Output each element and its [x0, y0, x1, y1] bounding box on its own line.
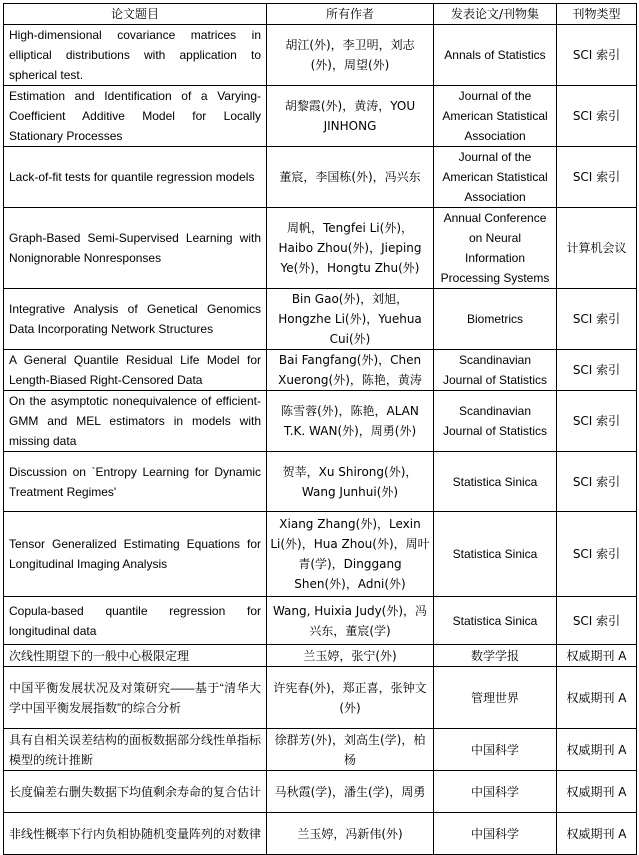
paper-title: 非线性概率下行内负相协随机变量阵列的对数律 — [4, 813, 267, 855]
paper-journal: Annual Conference on Neural Information Processing Systems — [434, 208, 557, 289]
paper-journal: Biometrics — [434, 289, 557, 350]
paper-journal: 数学学报 — [434, 645, 557, 667]
paper-title: Integrative Analysis of Genetical Genomics Data Incorporating Network Structures — [4, 289, 267, 350]
paper-authors: 胡黎霞(外)，黄涛，YOU JINHONG — [267, 86, 434, 147]
paper-type: 权威期刊 A — [557, 645, 637, 667]
header-journal: 发表论文/刊物集 — [434, 4, 557, 25]
paper-journal: Statistica Sinica — [434, 512, 557, 597]
header-title: 论文题目 — [4, 4, 267, 25]
paper-journal: Annals of Statistics — [434, 25, 557, 86]
paper-title: 具有自相关误差结构的面板数据部分线性单指标模型的统计推断 — [4, 729, 267, 771]
paper-journal: Journal of the American Statistical Association — [434, 86, 557, 147]
paper-title: 长度偏差右删失数据下均值剩余寿命的复合估计 — [4, 771, 267, 813]
paper-journal: 中国科学 — [434, 729, 557, 771]
table-row — [4, 25, 637, 86]
table-row — [4, 813, 637, 855]
table-row — [4, 645, 637, 667]
paper-title: On the asymptotic nonequivalence of efficient-GMM and MEL estimators in models with missing data — [4, 391, 267, 452]
paper-type: SCI 索引 — [557, 350, 637, 391]
paper-title: Tensor Generalized Estimating Equations for Longitudinal Imaging Analysis — [4, 512, 267, 597]
paper-authors: 徐群芳(外)，刘高生(学)，柏杨 — [267, 729, 434, 771]
paper-title: High-dimensional covariance matrices in elliptical distributions with application to spherical test. — [4, 25, 267, 86]
paper-title: Estimation and Identification of a Varying-Coefficient Additive Model for Locally Stationary Processes — [4, 86, 267, 147]
paper-type: 权威期刊 A — [557, 667, 637, 729]
table-row — [4, 771, 637, 813]
paper-authors: 贺莘，Xu Shirong(外)，Wang Junhui(外) — [267, 452, 434, 512]
paper-authors: 陈雪蓉(外)，陈艳，ALAN T.K. WAN(外)，周勇(外) — [267, 391, 434, 452]
paper-authors: 周帆，Tengfei Li(外)，Haibo Zhou(外)，Jieping Ye(外)，Hongtu Zhu(外) — [267, 208, 434, 289]
paper-title: 次线性期望下的一般中心极限定理 — [4, 645, 267, 667]
paper-title: A General Quantile Residual Life Model for Length-Biased Right-Censored Data — [4, 350, 267, 391]
paper-authors: 董宸，李国栋(外)，冯兴东 — [267, 147, 434, 208]
table-row — [4, 512, 637, 597]
paper-authors: Wang, Huixia Judy(外)，冯兴东，董宸(学) — [267, 597, 434, 645]
paper-type: SCI 索引 — [557, 452, 637, 512]
paper-journal: 中国科学 — [434, 771, 557, 813]
paper-journal: Scandinavian Journal of Statistics — [434, 391, 557, 452]
paper-journal: Statistica Sinica — [434, 597, 557, 645]
table-row — [4, 729, 637, 771]
paper-type: SCI 索引 — [557, 25, 637, 86]
paper-authors: Xiang Zhang(外)，Lexin Li(外)，Hua Zhou(外)，周叶青(学)，Dinggang Shen(外)，Adni(外) — [267, 512, 434, 597]
paper-type: SCI 索引 — [557, 597, 637, 645]
paper-type: SCI 索引 — [557, 86, 637, 147]
paper-type: SCI 索引 — [557, 147, 637, 208]
paper-type: 权威期刊 A — [557, 813, 637, 855]
table-row — [4, 597, 637, 645]
paper-authors: 胡江(外)，李卫明，刘志(外)，周望(外) — [267, 25, 434, 86]
paper-journal: 管理世界 — [434, 667, 557, 729]
table-row — [4, 147, 637, 208]
paper-journal: Statistica Sinica — [434, 452, 557, 512]
paper-type: 权威期刊 A — [557, 729, 637, 771]
table-row — [4, 289, 637, 350]
paper-authors: Bai Fangfang(外)，Chen Xuerong(外)，陈艳，黄涛 — [267, 350, 434, 391]
header-authors: 所有作者 — [267, 4, 434, 25]
table-row — [4, 391, 637, 452]
table-row — [4, 208, 637, 289]
paper-authors: 马秋霞(学)，潘生(学)，周勇 — [267, 771, 434, 813]
table-row — [4, 350, 637, 391]
paper-authors: 兰玉婷，冯新伟(外) — [267, 813, 434, 855]
paper-title: Graph-Based Semi-Supervised Learning with Nonignorable Nonresponses — [4, 208, 267, 289]
paper-title: 中国平衡发展状况及对策研究——基于“清华大学中国平衡发展指数”的综合分析 — [4, 667, 267, 729]
papers-table — [3, 3, 637, 855]
paper-journal: 中国科学 — [434, 813, 557, 855]
paper-type: 计算机会议 — [557, 208, 637, 289]
table-row — [4, 452, 637, 512]
header-type: 刊物类型 — [557, 4, 637, 25]
paper-type: 权威期刊 A — [557, 771, 637, 813]
paper-type: SCI 索引 — [557, 391, 637, 452]
paper-journal: Journal of the American Statistical Association — [434, 147, 557, 208]
paper-title: Lack-of-fit tests for quantile regression models — [4, 147, 267, 208]
paper-title: Copula-based quantile regression for longitudinal data — [4, 597, 267, 645]
paper-authors: 许宪春(外)，郑正喜，张钟文(外) — [267, 667, 434, 729]
paper-journal: Scandinavian Journal of Statistics — [434, 350, 557, 391]
header-row — [4, 4, 637, 25]
paper-type: SCI 索引 — [557, 512, 637, 597]
paper-title: Discussion on `Entropy Learning for Dynamic Treatment Regimes' — [4, 452, 267, 512]
paper-type: SCI 索引 — [557, 289, 637, 350]
paper-authors: 兰玉婷，张宁(外) — [267, 645, 434, 667]
table-row — [4, 667, 637, 729]
table-row — [4, 86, 637, 147]
paper-authors: Bin Gao(外)，刘旭，Hongzhe Li(外)，Yuehua Cui(外) — [267, 289, 434, 350]
